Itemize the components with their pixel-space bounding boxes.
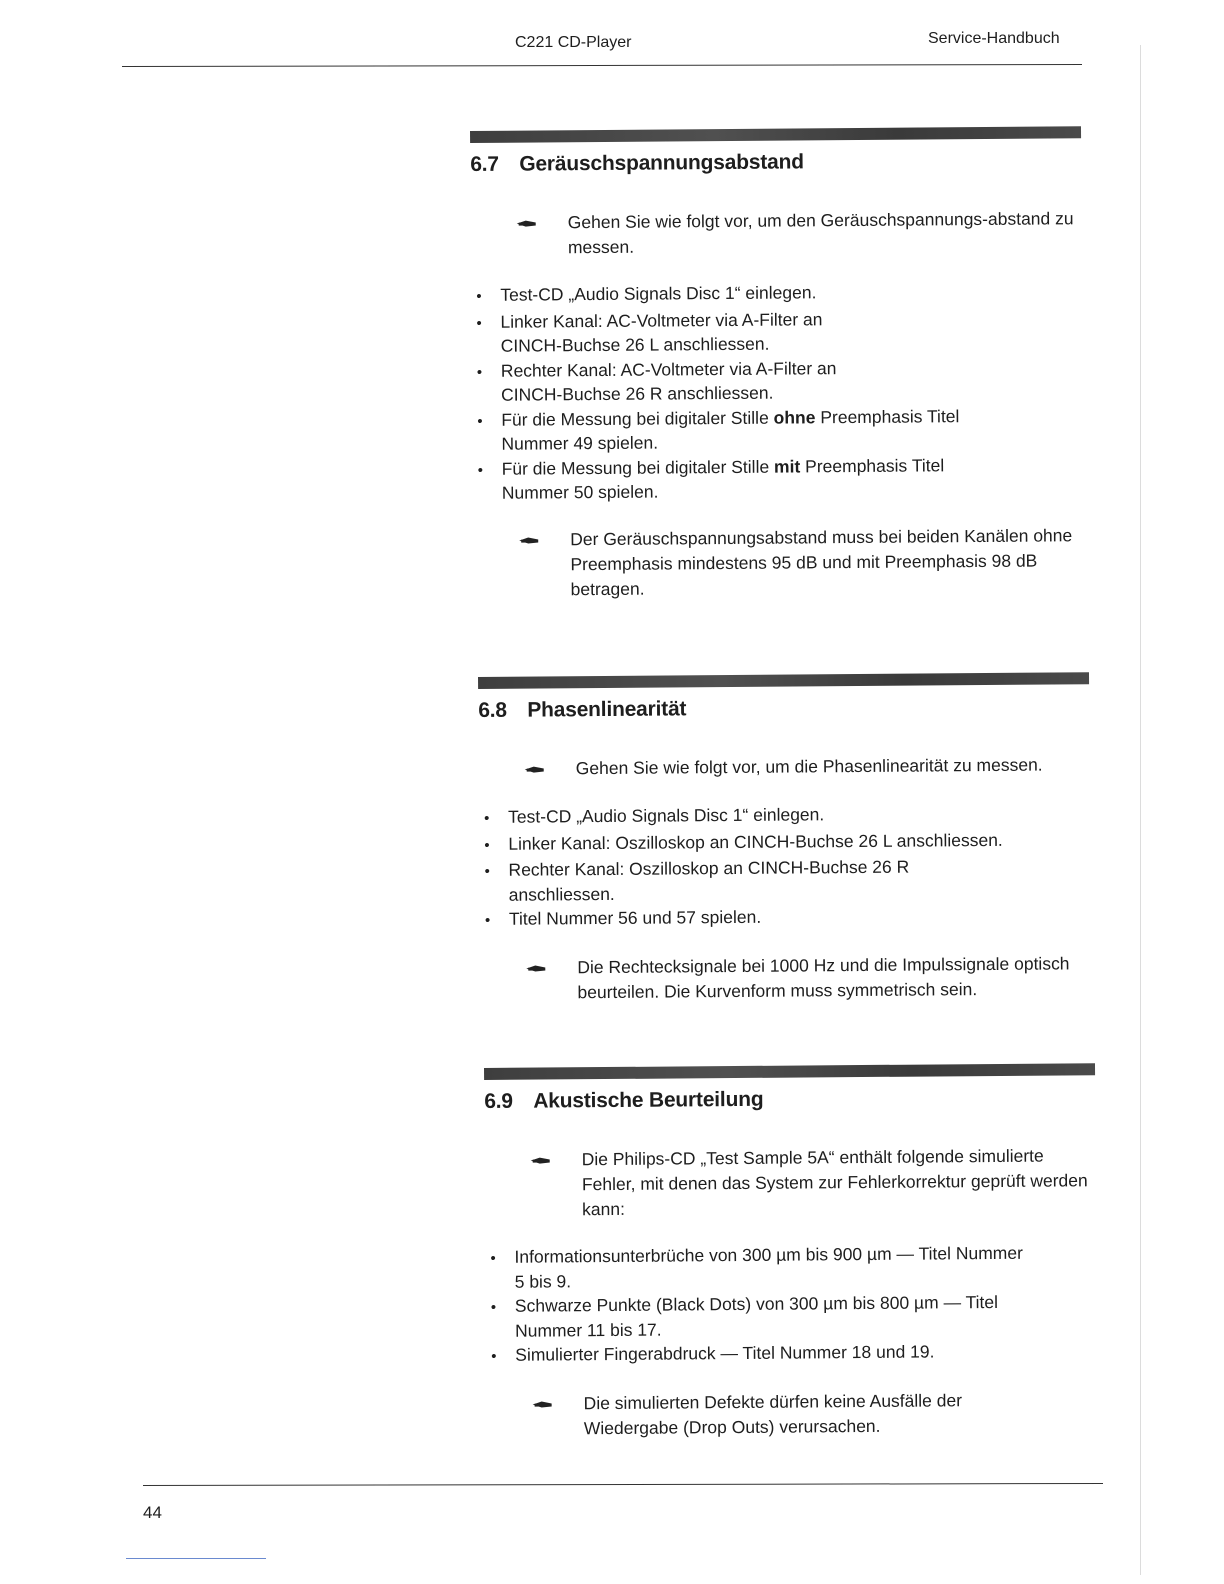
section-number: 6.7	[470, 152, 499, 176]
note-outro	[532, 1387, 1107, 1442]
list-item: • Rechter Kanal: Oszilloskop an CINCH-Buchse 26 R anschliessen.	[484, 853, 1099, 907]
list-item: • Schwarze Punkte (Black Dots) von 300 µm bis 800 µm — Titel Nummer 11 bis 17.	[491, 1289, 1106, 1343]
section-bar	[484, 1063, 1095, 1080]
bullet-list	[426, 278, 1093, 506]
list-item: • Titel Nummer 56 und 57 spielen.	[485, 902, 1100, 933]
note-text: Die Philips-CD „Test Sample 5A“ enthält folgende simulierte Fehler, mit denen das System zur Fehlerkorrektur geprüft werden kann:	[581, 1145, 1088, 1220]
section-number: 6.8	[478, 698, 507, 722]
pointing-hand-icon	[532, 1391, 584, 1441]
list-item: • Für die Messung bei digitaler Stille ohne Preemphasis Titel Nummer 49 spielen.	[477, 403, 1092, 457]
header-rule	[122, 64, 1082, 67]
page-edge	[1140, 45, 1141, 1575]
pointing-hand-icon	[524, 756, 576, 782]
section-heading	[484, 1085, 1104, 1114]
list-item: • Test-CD „Audio Signals Disc 1“ einlegen.	[484, 800, 1099, 831]
note-text: Der Geräuschspannungsabstand muss bei beiden Kanälen ohne Preemphasis mindestens 95 dB und mit Preemphasis 98 dB betragen.	[570, 524, 1073, 599]
pointing-hand-icon	[525, 955, 577, 1005]
note-outro	[518, 523, 1094, 603]
list-item: • Linker Kanal: Oszilloskop an CINCH-Buchse 26 L anschliessen.	[484, 827, 1099, 858]
pointing-hand-icon	[530, 1147, 583, 1222]
page-number: 44	[143, 1503, 162, 1522]
note-outro	[525, 951, 1100, 1006]
note-text: Die simulierten Defekte dürfen keine Ausfälle der Wiedergabe (Drop Outs) verursachen.	[583, 1389, 963, 1438]
note-intro	[530, 1143, 1106, 1223]
section-bar	[470, 126, 1081, 143]
note-intro	[524, 752, 1099, 783]
section-6-9	[484, 1063, 1107, 1441]
section-bar	[478, 672, 1089, 689]
section-6-8	[478, 672, 1101, 1005]
note-text: Die Rechtecksignale bei 1000 Hz und die Impulssignale optisch beurteilen. Die Kurvenform muss symmetrisch sein.	[577, 952, 1070, 1002]
pointing-hand-icon	[518, 527, 571, 602]
section-heading	[478, 694, 1098, 723]
note-intro	[516, 206, 1091, 261]
section-6-7	[470, 126, 1094, 602]
header-document-title: C221 CD-Player	[515, 34, 632, 51]
note-text: Gehen Sie wie folgt vor, um die Phasenlinearität zu messen.	[575, 754, 1043, 779]
note-text: Gehen Sie wie folgt vor, um den Geräuschspannungs-abstand zu messen.	[567, 208, 1074, 258]
section-title: Geräuschspannungsabstand	[519, 150, 804, 176]
list-item: • Informationsunterbrüche von 300 µm bis 900 µm — Titel Nummer 5 bis 9.	[490, 1240, 1105, 1294]
pointing-hand-icon	[516, 210, 568, 260]
bullet-list	[440, 1240, 1106, 1370]
bullet-list	[434, 800, 1100, 934]
list-item: • Test-CD „Audio Signals Disc 1“ einlegen.	[476, 278, 1091, 309]
list-item: • Simulierter Fingerabdruck — Titel Nummer 18 und 19.	[491, 1338, 1106, 1369]
section-number: 6.9	[484, 1089, 513, 1113]
list-item: • Linker Kanal: AC-Voltmeter via A-Filter an CINCH-Buchse 26 L anschliessen.	[476, 305, 1091, 359]
list-item: • Für die Messung bei digitaler Stille mit Preemphasis Titel Nummer 50 spielen.	[478, 452, 1093, 506]
header-manual-type: Service-Handbuch	[928, 30, 1060, 47]
list-item: • Rechter Kanal: AC-Voltmeter via A-Filter an CINCH-Buchse 26 R anschliessen.	[477, 354, 1092, 408]
footer-rule	[143, 1483, 1103, 1486]
section-heading	[470, 148, 1090, 177]
bottom-edge-line	[126, 1558, 266, 1559]
section-title: Phasenlinearität	[527, 697, 687, 722]
section-title: Akustische Beurteilung	[533, 1087, 764, 1113]
